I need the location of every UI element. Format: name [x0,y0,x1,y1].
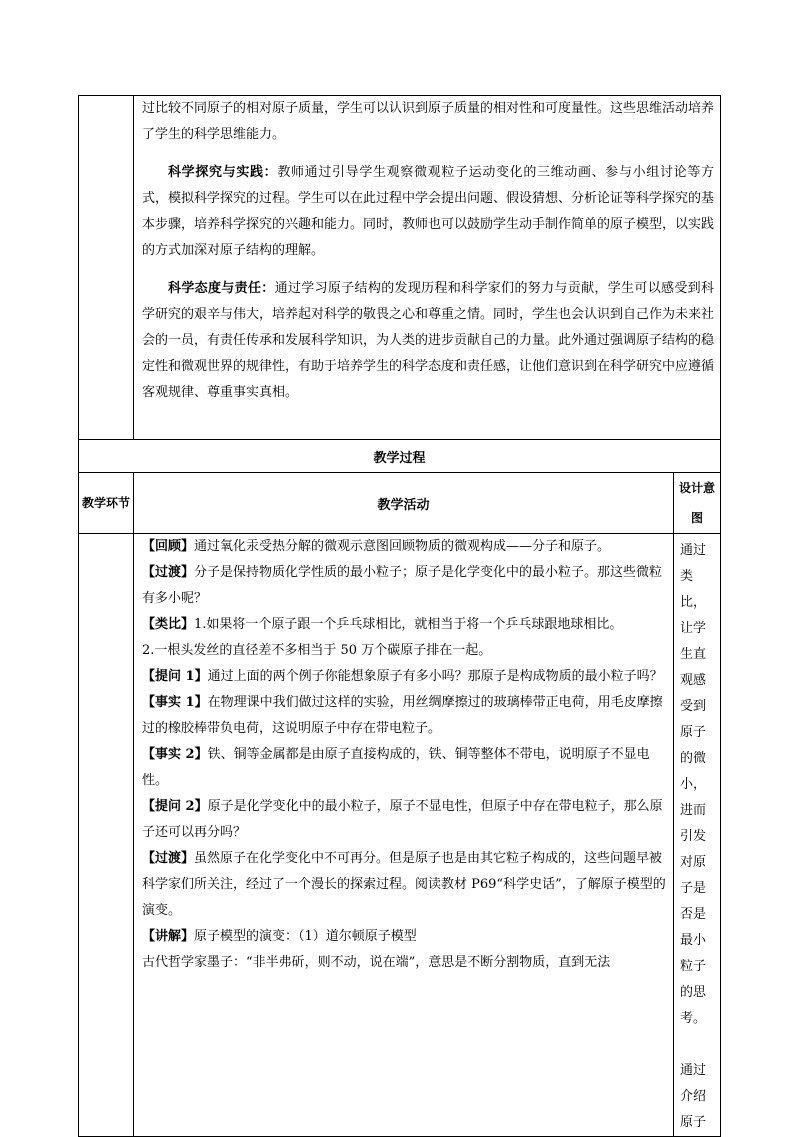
header-design-intent: 设计意图 [674,473,721,534]
process-title-row [79,440,721,473]
activity-item [142,638,669,664]
column-header-row [79,473,721,534]
header-teaching-stage: 教学环节 [79,473,134,534]
header-teaching-activity: 教学活动 [134,473,674,534]
activity-item [142,950,669,976]
attitude-text: 通过学习原子结构的发现历程和科学家们的努力与贡献，学生可以感受到科学研究的艰辛与伟大，培养起对科学的敬畏之心和尊重之情。同时，学生也会认识到自己作为未来社会的一员，有责任传承和发展科学知识，为人类的进步贡献自己的力量。此外通过强调原子结构的稳定性和微观世界的规律性，有助于培养学生的科学态度和责任感，让他们意识到在科学研究中应遵循客观规律、尊重事实真相。 [142,281,715,400]
activity-item [142,690,669,742]
process-title: 教学过程 [79,440,721,473]
intent-cell [674,534,721,1137]
attitude-label: 科学态度与责任： [168,281,275,296]
attitude-paragraph [142,276,714,406]
activity-tag: 【类比】 [142,617,195,632]
inquiry-text: 教师通过引导学生观察微观粒子运动变化的三维动画、参与小组讨论等方式，模拟科学探究的过程。学生可以在此过程中学会提出问题、假设猜想、分析论证等科学探究的基本步骤，培养科学探究的兴趣和能力。同时，教师也可以鼓励学生动手制作简单的原子模型，以实践的方式加深对原子结构的理解。 [142,165,715,258]
literacy-goals-row [79,96,721,440]
activity-text: 分子是保持物质化学性质的最小粒子；原子是化学变化中的最小粒子。那这些微粒有多小呢？ [142,565,663,606]
activity-text: 原子模型的演变：（1）道尔顿原子模型 [194,929,417,944]
activity-text: 铁、铜等金属都是由原子直接构成的，铁、铜等整体不带电，说明原子不显电性。 [142,747,650,788]
activity-tag: 【过渡】 [142,565,195,580]
activity-text: 通过氧化汞受热分解的微观示意图回顾物质的微观构成——分子和原子。 [194,539,611,554]
activity-item [142,794,669,846]
stage-cell [79,534,134,1137]
activity-text: 虽然原子在化学变化中不可再分。但是原子也是由其它粒子构成的，这些问题早被科学家们所关注，经过了一个漫长的探索过程。阅读教材 P69“科学史话”，了解原子模型的演变。 [142,851,666,918]
literacy-goals-cell [134,96,721,440]
activity-text: 2.一根头发丝的直径差不多相当于 50 万个碳原子排在一起。 [142,643,492,658]
activity-tag: 【讲解】 [142,929,195,944]
activity-list [134,534,673,976]
activity-text: 通过上面的两个例子你能想象原子有多小吗？那原子是构成物质的最小粒子吗？ [207,669,663,684]
activity-tag: 【事实 1】 [142,695,208,710]
thinking-paragraph: 过比较不同原子的相对原子质量，学生可以认识到原子质量的相对性和可度量性。这些思维活动培养了学生的科学思维能力。 [142,101,715,142]
left-empty-cell [79,96,134,440]
lesson-plan-table [78,95,721,1137]
activity-tag: 【事实 2】 [142,747,208,762]
inquiry-paragraph [142,160,714,264]
activity-cell [134,534,674,1137]
activity-tag: 【过渡】 [142,851,195,866]
activity-item [142,560,669,612]
activity-item [142,664,669,690]
activity-item [142,612,669,638]
activity-tag: 【提问 1】 [142,669,208,684]
inquiry-label: 科学探究与实践： [168,165,278,180]
activity-text: 古代哲学家墨子：“非半弗斫，则不动，说在端”，意思是不断分割物质，直到无法 [142,955,611,970]
activity-tag: 【提问 2】 [142,799,208,814]
activity-row [79,534,721,1137]
activity-item [142,846,669,924]
intent-text [674,534,720,1136]
intent-intro: 通过介绍原子 [680,1063,707,1130]
activity-text: 1.如果将一个原子跟一个乒乓球相比，就相当于将一个乒乓球跟地球相比。 [194,617,623,632]
activity-text: 在物理课中我们做过这样的实验，用丝绸摩擦过的玻璃棒带正电荷，用毛皮摩擦过的橡胶棒带负电荷，这说明原子中存在带电粒子。 [142,695,663,736]
literacy-goals-text [134,96,720,406]
intent-analogy: 通过类比，让学生直观感受到原子的微小，进而引发对原子是否是最小粒子的思考。 [680,543,707,1026]
activity-item [142,924,669,950]
activity-item [142,742,669,794]
activity-text: 原子是化学变化中的最小粒子，原子不显电性，但原子中存在带电粒子，那么原子还可以再分吗？ [142,799,663,840]
activity-item [142,534,669,560]
activity-tag: 【回顾】 [142,539,195,554]
